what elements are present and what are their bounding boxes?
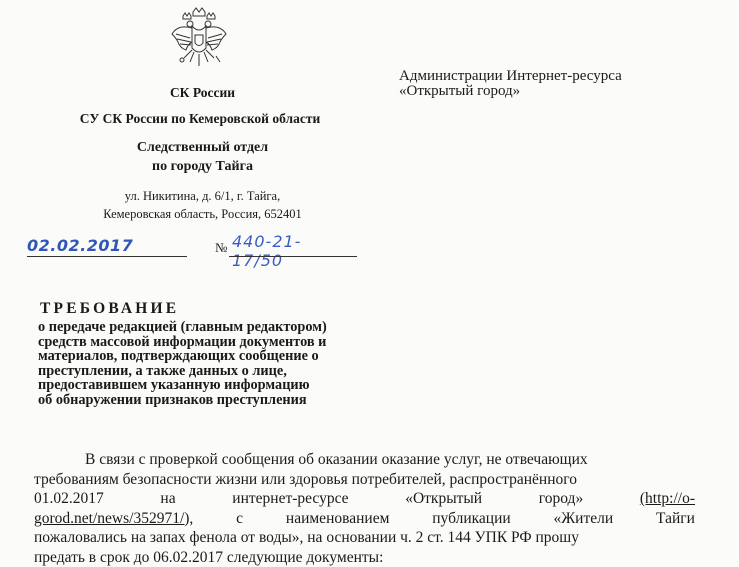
handwritten-number: 440-21-17/50 [232,232,347,270]
handwritten-date: 02.02.2017 [27,236,133,255]
body-text [34,450,695,567]
subtitle-line: предоставившем указанную информацию [38,378,428,393]
registration-block [27,236,347,264]
body-line-3: 01.02.2017 на интернет-ресурсе «Открытый город» (http://o- [34,489,695,509]
recipient-block [399,69,622,99]
org-regional-name: СУ СК России по Кемеровской области [50,111,350,127]
org-short-name: СК России [165,85,240,101]
address-line-2: Кемеровская область, Россия, 652401 [60,205,345,223]
subtitle-line: об обнаружении признаков преступления [38,393,428,408]
document-subtitle [38,320,428,407]
department-line-2: по городу Тайга [110,157,295,176]
body-line-1: В связи с проверкой сообщения об оказании оказание услуг, не отвечающих [34,450,695,470]
body-line-6: предать в срок до 06.02.2017 следующие документы: [34,548,695,567]
recipient-line-1: Администрации Интернет-ресурса [399,69,622,84]
body-line-4: gorod.net/news/352971/), с наименованием публикации «Жители Тайги [34,509,695,529]
subtitle-line: средств массовой информации документов и [38,335,428,350]
document-title: ТРЕБОВАНИЕ [40,300,179,318]
body-line-5: пожаловались на запах фенола от воды», на основании ч. 2 ст. 144 УПК РФ прошу [34,528,695,548]
subtitle-line: о передаче редакцией (главным редактором) [38,320,428,335]
number-underline [229,256,357,257]
recipient-line-2: «Открытый город» [399,84,622,99]
date-underline [27,256,187,257]
number-label: № [215,240,227,256]
russian-coat-of-arms-emblem [168,4,230,70]
sender-address [60,187,345,223]
department-line-1: Следственный отдел [110,138,295,157]
subtitle-line: материалов, подтверждающих сообщение о [38,349,428,364]
body-line-2: требованиям безопасности жизни или здоровья потребителей, распространённого [34,470,695,490]
source-link-part-1[interactable]: (http://o- [640,489,695,509]
department-name [110,138,295,176]
source-link-part-2[interactable]: gorod.net/news/352971/), [34,509,193,529]
subtitle-line: преступлении, а также данных о лице, [38,364,428,379]
address-line-1: ул. Никитина, д. 6/1, г. Тайга, [60,187,345,205]
